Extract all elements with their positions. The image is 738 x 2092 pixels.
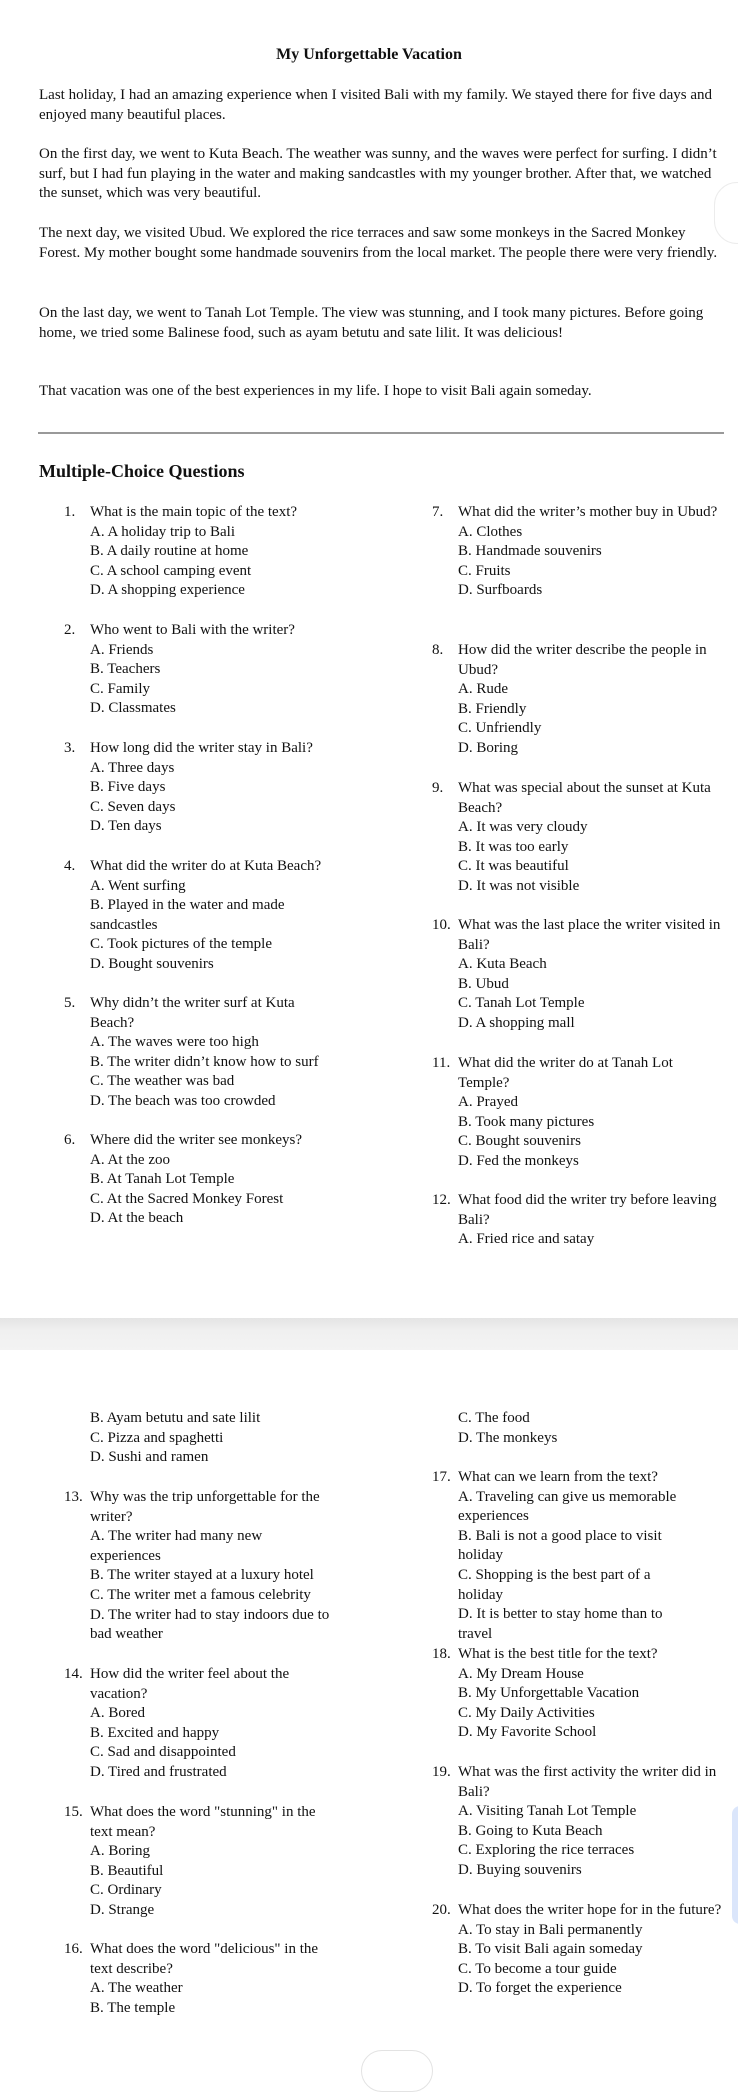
question-16-continued (432, 1409, 722, 1448)
option-c[interactable]: C. The writer met a famous celebrity (90, 1586, 311, 1603)
option-d[interactable]: D. The monkeys (458, 1429, 558, 1446)
option-b[interactable]: B. My Unforgettable Vacation (458, 1685, 640, 1702)
option-d[interactable]: D. A shopping mall (458, 1014, 575, 1031)
option-d[interactable]: D. Surfboards (458, 582, 543, 599)
option-c[interactable]: C. The weather was bad (90, 1073, 235, 1090)
section-divider (38, 432, 724, 434)
option-b[interactable]: B. The temple (90, 1999, 176, 2016)
option-a[interactable]: A. Fried rice and satay (458, 1231, 595, 1248)
option-c[interactable]: C. Tanah Lot Temple (458, 995, 585, 1012)
option-a[interactable]: A. To stay in Bali permanently (458, 1921, 643, 1938)
option-a[interactable]: A. Prayed (458, 1094, 518, 1111)
question-5: 5. Why didn’t the writer surf at Kuta Beach? A. The waves were too high B. The writer didn’t know how to surf C. The weather was bad D. The beach was too crowded (64, 994, 364, 1112)
question-16: 16. What does the word "delicious" in the text describe? A. The weather B. The temple (64, 1940, 364, 2018)
option-c[interactable]: C. A school camping event (90, 562, 252, 579)
paragraph-day-two: The next day, we visited Ubud. We explored the rice terraces and saw some monkeys in the Sacred Monkey Forest. My mother bought some handmade souvenirs from the local market. The people there were very friendly. (39, 225, 718, 261)
question-10: 10. What was the last place the writer visited in Bali? A. Kuta Beach B. Ubud C. Tanah Lot Temple D. A shopping mall (432, 916, 722, 1034)
option-a[interactable]: A. My Dream House (458, 1665, 584, 1682)
option-a[interactable]: A. Kuta Beach (458, 956, 547, 973)
option-a[interactable]: A. Boring (90, 1843, 150, 1860)
option-a[interactable]: A. Three days (90, 759, 175, 776)
option-d[interactable]: D. Strange (90, 1901, 155, 1918)
option-c[interactable]: C. Exploring the rice terraces (458, 1842, 635, 1859)
question-20: 20. What does the writer hope for in the future? A. To stay in Bali permanently B. To visit Bali again someday C. To become a tour guide D. To forget the experience (432, 1901, 722, 1999)
option-b[interactable]: B. Teachers (90, 661, 161, 678)
option-b[interactable]: B. Handmade souvenirs (458, 543, 602, 560)
document-title: My Unforgettable Vacation (276, 46, 462, 63)
option-b[interactable]: B. The writer stayed at a luxury hotel (90, 1567, 314, 1584)
option-a[interactable]: A. Went surfing (90, 877, 186, 894)
option-c[interactable]: C. Fruits (458, 562, 511, 579)
question-12: 12. What food did the writer try before leaving Bali? A. Fried rice and satay (432, 1191, 722, 1250)
option-b[interactable]: B. Beautiful (90, 1862, 164, 1879)
paragraph-intro: Last holiday, I had an amazing experience when I visited Bali with my family. We stayed there for five days and enjoyed many beautiful places. (39, 87, 713, 123)
option-b[interactable]: B. Took many pictures (458, 1113, 595, 1130)
option-c[interactable]: C. At the Sacred Monkey Forest (90, 1190, 284, 1207)
option-d[interactable]: D. Ten days (90, 818, 162, 835)
option-d[interactable]: D. Tired and frustrated (90, 1763, 227, 1780)
option-d[interactable]: D. Boring (458, 739, 518, 756)
floating-action-icon[interactable] (714, 182, 738, 244)
option-b[interactable]: B. It was too early (458, 838, 569, 855)
option-a[interactable]: A. It was very cloudy (458, 819, 588, 836)
question-6: 6. Where did the writer see monkeys? A. At the zoo B. At Tanah Lot Temple C. At the Sacred Monkey Forest D. At the beach (64, 1131, 364, 1229)
option-b[interactable]: B. Played in the water and made sandcastles (90, 897, 285, 933)
option-b[interactable]: B. Ayam betutu and sate lilit (90, 1410, 261, 1426)
option-b[interactable]: B. The writer didn’t know how to surf (90, 1053, 319, 1070)
option-b[interactable]: B. Five days (90, 779, 166, 796)
option-d[interactable]: D. To forget the experience (458, 1980, 622, 1997)
option-a[interactable]: A. Friends (90, 641, 154, 658)
question-18: 18. What is the best title for the text? A. My Dream House B. My Unforgettable Vacation C. My Daily Activities D. My Favorite School (432, 1645, 722, 1743)
option-b[interactable]: B. Ubud (458, 975, 509, 992)
option-a[interactable]: A. At the zoo (90, 1151, 170, 1168)
option-c[interactable]: C. Bought souvenirs (458, 1133, 581, 1150)
question-7: 7. What did the writer’s mother buy in Ubud? A. Clothes B. Handmade souvenirs C. Fruits D. Surfboards (432, 503, 722, 601)
option-c[interactable]: C. My Daily Activities (458, 1704, 595, 1721)
option-d[interactable]: D. The writer had to stay indoors due to bad weather (90, 1606, 330, 1643)
option-b[interactable]: B. Friendly (458, 700, 527, 717)
option-c[interactable]: C. Family (90, 680, 151, 697)
question-4: 4. What did the writer do at Kuta Beach? A. Went surfing B. Played in the water and made sandcastles C. Took pictures of the temple D. Bought souvenirs (64, 857, 364, 975)
option-c[interactable]: C. It was beautiful (458, 858, 569, 875)
paragraph-day-one: On the first day, we went to Kuta Beach. The weather was sunny, and the waves were perfect for surfing. I didn’t surf, but I had fun playing in the water and making sandcastles with my younger brother. After that, we watched the sunset, which was very beautiful. (39, 146, 717, 202)
option-a[interactable]: A. A holiday trip to Bali (90, 523, 235, 540)
question-3: 3. How long did the writer stay in Bali? A. Three days B. Five days C. Seven days D. Ten days (64, 739, 364, 837)
option-c[interactable]: C. Ordinary (90, 1882, 162, 1899)
option-b[interactable]: B. A daily routine at home (90, 543, 249, 560)
option-b[interactable]: B. Excited and happy (90, 1724, 220, 1741)
option-d[interactable]: D. A shopping experience (90, 582, 245, 599)
option-c[interactable]: C. Took pictures of the temple (90, 936, 272, 953)
option-d[interactable]: D. At the beach (90, 1210, 184, 1227)
option-a[interactable]: A. Visiting Tanah Lot Temple (458, 1803, 637, 1820)
option-a[interactable]: A. Bored (90, 1705, 145, 1722)
option-c[interactable]: C. Shopping is the best part of a holiday (458, 1566, 651, 1603)
option-a[interactable]: A. The weather (90, 1980, 183, 1997)
option-d[interactable]: D. It was not visible (458, 877, 580, 894)
option-a[interactable]: A. The writer had many new experiences (90, 1528, 263, 1564)
option-b[interactable]: B. At Tanah Lot Temple (90, 1171, 235, 1188)
document-page-2 (0, 1350, 738, 2059)
option-d[interactable]: D. My Favorite School (458, 1724, 597, 1741)
option-d[interactable]: D. Buying souvenirs (458, 1861, 582, 1878)
option-b[interactable]: B. To visit Bali again someday (458, 1941, 643, 1958)
question-12-continued (64, 1409, 364, 1468)
option-a[interactable]: A. Clothes (458, 523, 523, 540)
option-d[interactable]: D. Sushi and ramen (90, 1449, 209, 1466)
option-a[interactable]: A. The waves were too high (90, 1034, 259, 1051)
question-14: 14. How did the writer feel about the vacation? A. Bored B. Excited and happy C. Sad and disappointed D. Tired and frustrated (64, 1665, 364, 1783)
option-c[interactable]: C. Pizza and spaghetti (90, 1429, 224, 1446)
question-17: 17. What can we learn from the text? A. Traveling can give us memorable experiences B. Bali is not a good place to visit holiday C. Shopping is the best part of a holiday D. It is better to stay home than to travel (432, 1468, 722, 1644)
option-c[interactable]: C. Seven days (90, 798, 176, 815)
page-separator (0, 1318, 738, 1350)
paragraph-conclusion: That vacation was one of the best experiences in my life. I hope to visit Bali again someday. (39, 383, 592, 399)
option-d[interactable]: D. Classmates (90, 700, 176, 717)
option-d[interactable]: D. It is better to stay home than to travel (458, 1606, 663, 1642)
question-15: 15. What does the word "stunning" in the text mean? A. Boring B. Beautiful C. Ordinary D. Strange (64, 1803, 364, 1921)
option-c[interactable]: C. To become a tour guide (458, 1960, 617, 1977)
option-a[interactable]: A. Rude (458, 681, 508, 698)
side-panel-tab[interactable] (732, 1806, 738, 1924)
option-d[interactable]: D. Bought souvenirs (90, 955, 214, 972)
question-11: 11. What did the writer do at Tanah Lot Temple? A. Prayed B. Took many pictures C. Bought souvenirs D. Fed the monkeys (432, 1054, 722, 1172)
question-13: 13. Why was the trip unforgettable for the writer? A. The writer had many new experiences B. The writer stayed at a luxury hotel C. The writer met a famous celebrity D. The writer had to stay indoors due to bad weather (64, 1488, 364, 1645)
bottom-scroll-button[interactable] (361, 2050, 433, 2092)
option-a[interactable]: A. Traveling can give us memorable experiences (458, 1488, 677, 1525)
question-8: 8. How did the writer describe the people in Ubud? A. Rude B. Friendly C. Unfriendly D. Boring (432, 641, 722, 759)
section-title: Multiple-Choice Questions (39, 461, 245, 481)
option-c[interactable]: C. Sad and disappointed (90, 1744, 236, 1761)
question-9: 9. What was special about the sunset at Kuta Beach? A. It was very cloudy B. It was too early C. It was beautiful D. It was not visible (432, 779, 722, 897)
question-2: 2. Who went to Bali with the writer? A. Friends B. Teachers C. Family D. Classmates (64, 621, 364, 719)
option-c[interactable]: C. The food (458, 1410, 530, 1426)
option-b[interactable]: B. Going to Kuta Beach (458, 1822, 603, 1839)
option-d[interactable]: D. The beach was too crowded (90, 1092, 276, 1109)
option-d[interactable]: D. Fed the monkeys (458, 1152, 579, 1169)
paragraph-last-day: On the last day, we went to Tanah Lot Temple. The view was stunning, and I took many pictures. Before going home, we tried some Balinese food, such as ayam betutu and sate lilit. It was delicious! (39, 305, 704, 341)
option-c[interactable]: C. Unfriendly (458, 720, 542, 737)
question-19: 19. What was the first activity the writer did in Bali? A. Visiting Tanah Lot Temple B. Going to Kuta Beach C. Exploring the rice terraces D. Buying souvenirs (432, 1763, 722, 1881)
option-b[interactable]: B. Bali is not a good place to visit holiday (458, 1527, 662, 1564)
question-1: 1. What is the main topic of the text? A. A holiday trip to Bali B. A daily routine at home C. A school camping event D. A shopping experience (64, 503, 364, 601)
